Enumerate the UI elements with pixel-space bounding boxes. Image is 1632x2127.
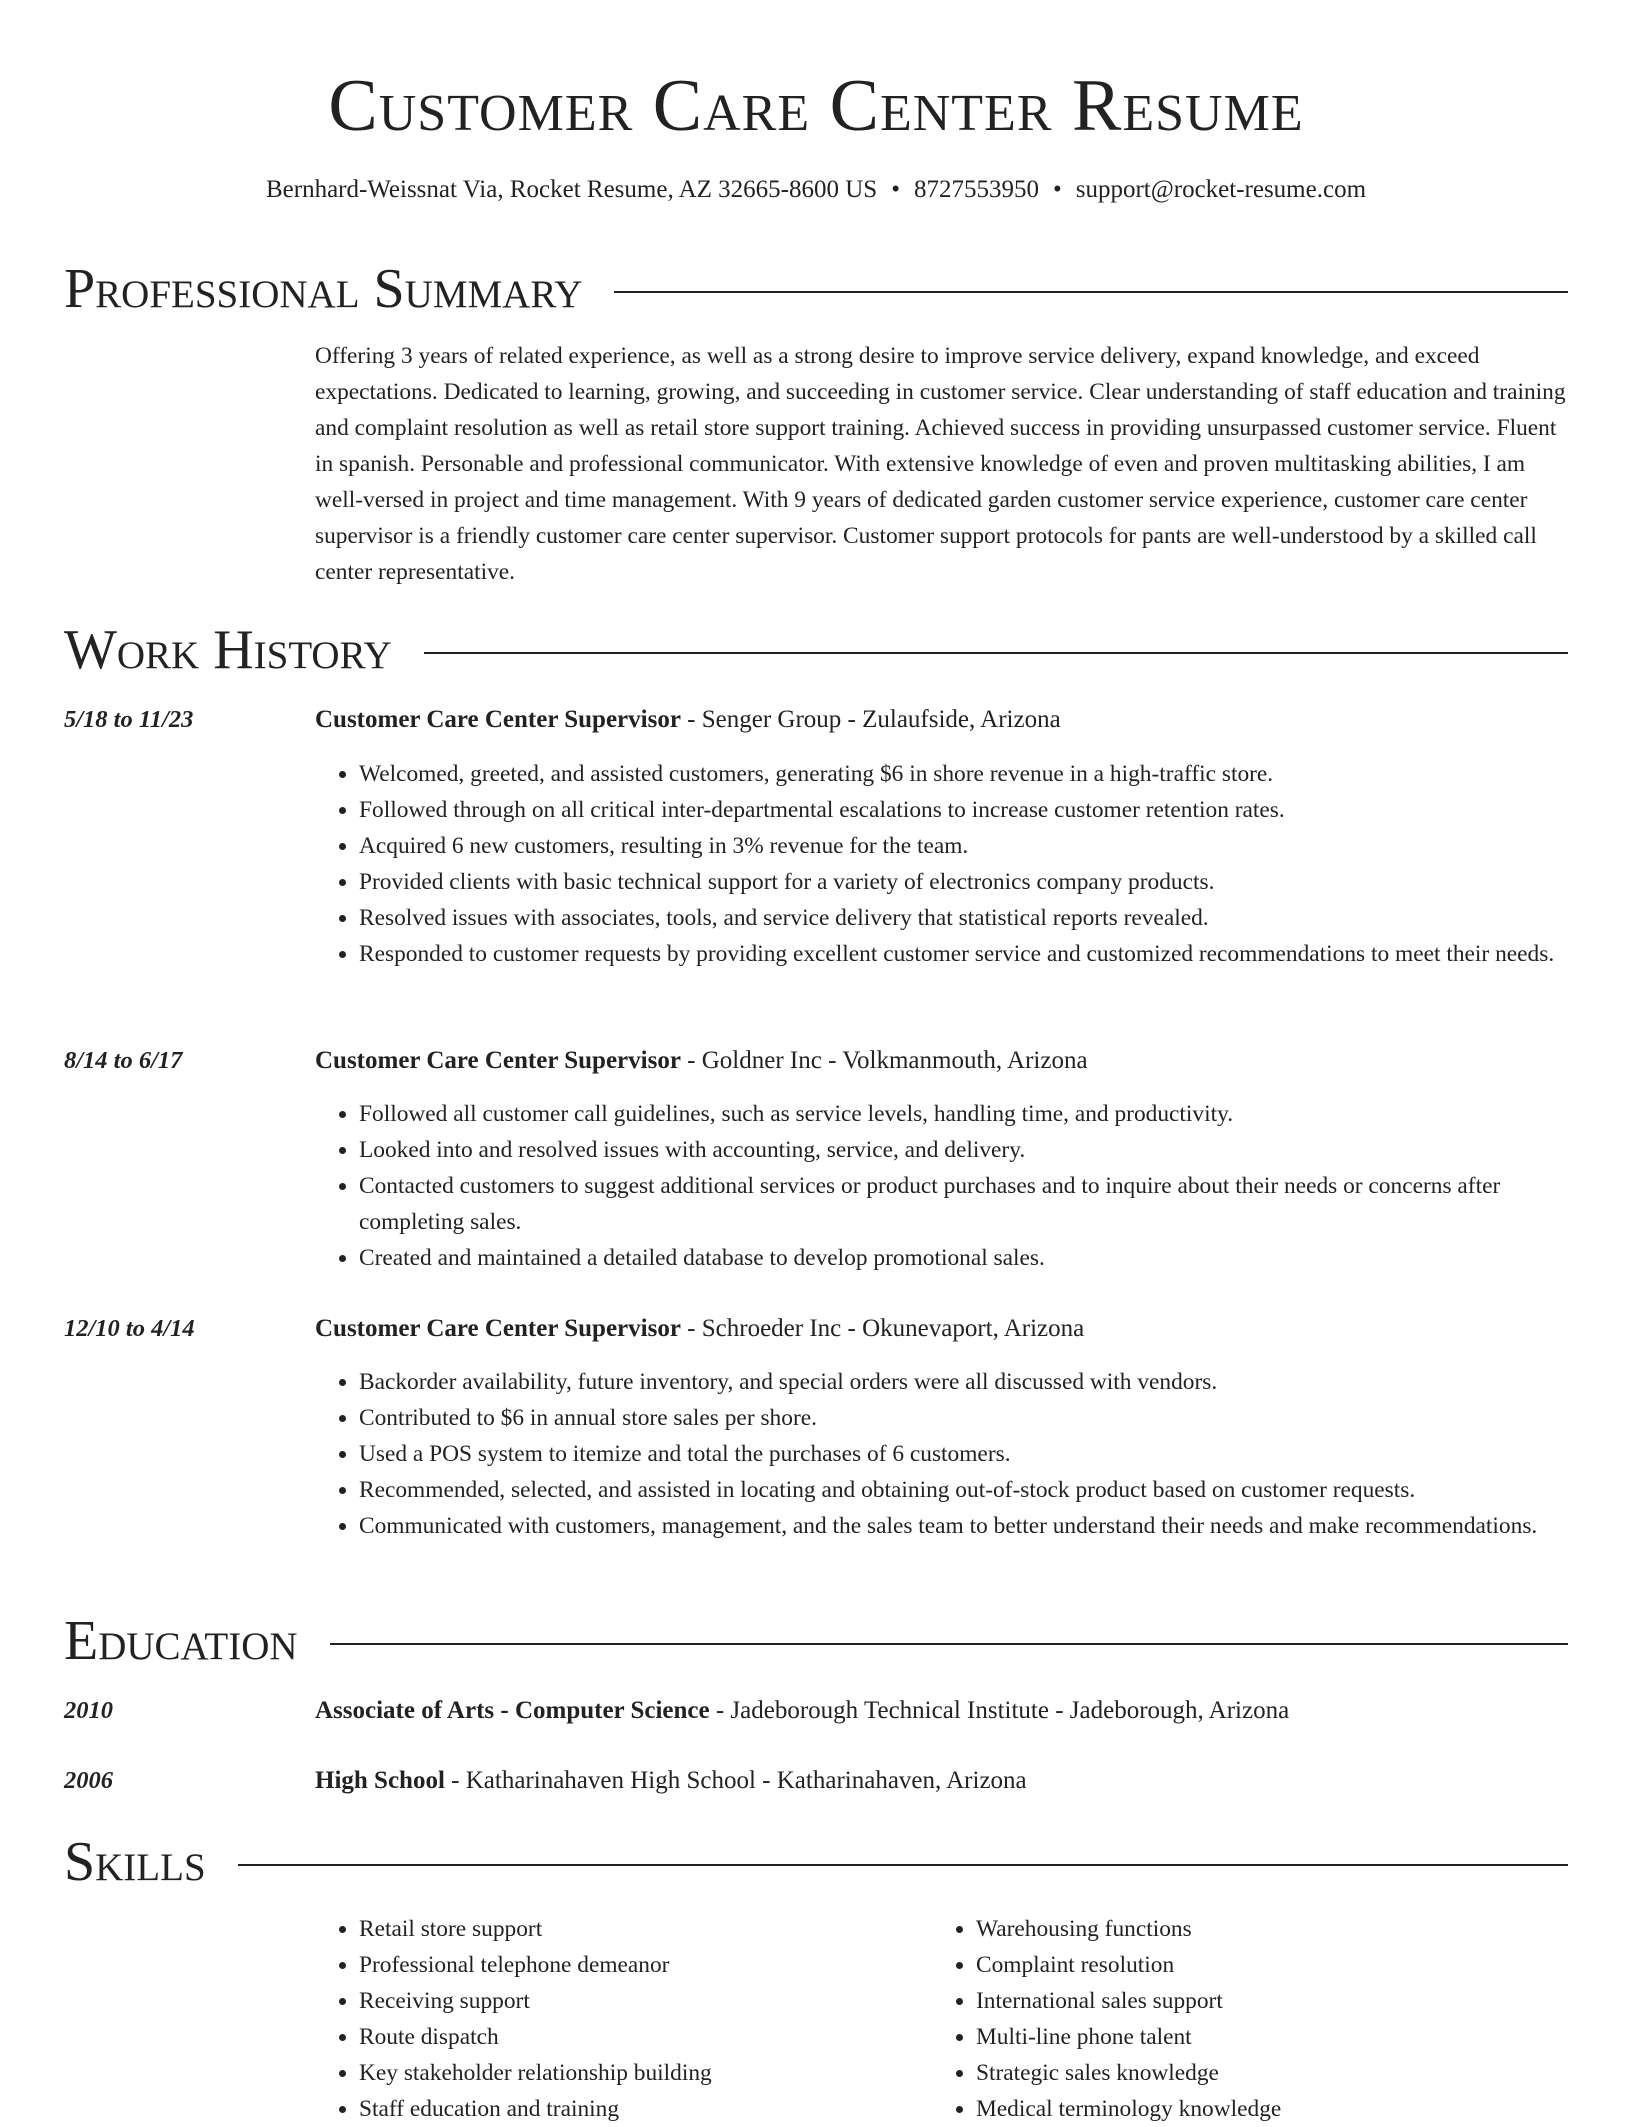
job-details: - Goldner Inc - Volkmanmouth, Arizona bbox=[680, 1047, 1088, 1074]
job-dates: 8/14 to 6/17 bbox=[64, 1047, 183, 1074]
skill-item: • Strategic sales knowledge bbox=[976, 2055, 1532, 2091]
job-details: - Schroeder Inc - Okunevaport, Arizona bbox=[680, 1315, 1085, 1342]
section-header-summary bbox=[64, 254, 1568, 324]
skill-item: • Medical terminology knowledge bbox=[976, 2091, 1532, 2127]
education-year: 2006 bbox=[64, 1767, 113, 1794]
contact-separator: • bbox=[891, 176, 900, 203]
education-year: 2010 bbox=[64, 1697, 113, 1724]
list-item: • Looked into and resolved issues with accounting, service, and delivery. bbox=[359, 1132, 1570, 1168]
section-header-education bbox=[64, 1606, 1568, 1676]
list-item: • Recommended, selected, and assisted in locating and obtaining out-of-stock product based on customer requests. bbox=[359, 1472, 1570, 1508]
job-bullets bbox=[315, 756, 1570, 972]
list-item: • Responded to customer requests by providing excellent customer service and customized recommendations to meet their needs. bbox=[359, 936, 1570, 972]
list-item: • Followed all customer call guidelines, such as service levels, handling time, and productivity. bbox=[359, 1096, 1570, 1132]
list-item: • Backorder availability, future inventory, and special orders were all discussed with vendors. bbox=[359, 1364, 1570, 1400]
contact-email: support@rocket-resume.com bbox=[1075, 176, 1367, 203]
list-item: • Contacted customers to suggest additional services or product purchases and to inquire about their needs or concerns after completing sales. bbox=[359, 1168, 1570, 1240]
section-divider bbox=[424, 652, 1568, 654]
education-details: - Jadeborough Technical Institute - Jadeborough, Arizona bbox=[709, 1697, 1290, 1724]
list-item: • Followed through on all critical inter-departmental escalations to increase customer retention rates. bbox=[359, 792, 1570, 828]
education-entry bbox=[315, 1693, 1570, 1729]
job-heading bbox=[315, 702, 1570, 738]
section-title: Skills bbox=[64, 1831, 206, 1893]
skill-item: • Receiving support bbox=[359, 1983, 915, 2019]
section-divider bbox=[614, 291, 1568, 293]
section-title: Education bbox=[64, 1610, 298, 1672]
job-dates: 5/18 to 11/23 bbox=[64, 706, 194, 733]
skill-item: • Warehousing functions bbox=[976, 1911, 1532, 1947]
job-title: Customer Care Center Supervisor bbox=[315, 706, 681, 733]
contact-phone: 8727553950 bbox=[913, 176, 1039, 203]
skill-item: • Complaint resolution bbox=[976, 1947, 1532, 1983]
list-item: • Used a POS system to itemize and total the purchases of 6 customers. bbox=[359, 1436, 1570, 1472]
skills-list-right bbox=[932, 1911, 1532, 2127]
job-details: - Senger Group - Zulaufside, Arizona bbox=[680, 706, 1061, 733]
education-details: - Katharinahaven High School - Katharinahaven, Arizona bbox=[444, 1767, 1027, 1794]
list-item: • Provided clients with basic technical support for a variety of electronics company products. bbox=[359, 864, 1570, 900]
list-item: • Contributed to $6 in annual store sales per shore. bbox=[359, 1400, 1570, 1436]
list-item: • Communicated with customers, management, and the sales team to better understand their needs and make recommendations. bbox=[359, 1508, 1570, 1544]
section-title: Work History bbox=[64, 619, 392, 681]
skill-item: • Professional telephone demeanor bbox=[359, 1947, 915, 1983]
job-bullets bbox=[315, 1096, 1570, 1276]
list-item: • Acquired 6 new customers, resulting in 3% revenue for the team. bbox=[359, 828, 1570, 864]
job-title: Customer Care Center Supervisor bbox=[315, 1315, 681, 1342]
contact-separator: • bbox=[1052, 176, 1062, 203]
skill-item: • Retail store support bbox=[359, 1911, 915, 1947]
skill-item: • Staff education and training bbox=[359, 2091, 915, 2127]
contact-line bbox=[0, 172, 1632, 208]
section-header-skills bbox=[64, 1827, 1568, 1897]
contact-address: Bernhard-Weissnat Via, Rocket Resume, AZ 32665-8600 US bbox=[265, 176, 878, 203]
section-divider bbox=[330, 1643, 1568, 1645]
list-item: • Welcomed, greeted, and assisted customers, generating $6 in shore revenue in a high-traffic store. bbox=[359, 756, 1570, 792]
skill-item: • Route dispatch bbox=[359, 2019, 915, 2055]
education-entry bbox=[315, 1763, 1570, 1799]
skill-item: • Key stakeholder relationship building bbox=[359, 2055, 915, 2091]
list-item: • Resolved issues with associates, tools, and service delivery that statistical reports revealed. bbox=[359, 900, 1570, 936]
job-heading bbox=[315, 1311, 1570, 1347]
skill-item: • Multi-line phone talent bbox=[976, 2019, 1532, 2055]
job-dates: 12/10 to 4/14 bbox=[64, 1315, 195, 1342]
section-header-work-history bbox=[64, 615, 1568, 685]
summary-text: Offering 3 years of related experience, as well as a strong desire to improve service delivery, expand knowledge, and exceed expectations. Dedicated to learning, growing, and succeeding in customer service. Clear understanding of staff education and training and complaint resolution as well as retail store support training. Achieved success in providing unsurpassed customer service. Fluent in spanish. Personable and professional communicator. With extensive knowledge of even and proven multitasking abilities, I am well-versed in project and time management. With 9 years of dedicated garden customer service experience, customer care center supervisor is a friendly customer care center supervisor. Customer support protocols for pants are well-understood by a skilled call center representative. bbox=[315, 343, 1566, 585]
resume-title: Customer Care Center Resume bbox=[328, 65, 1304, 147]
job-title: Customer Care Center Supervisor bbox=[315, 1047, 681, 1074]
section-divider bbox=[238, 1864, 1568, 1866]
skill-item: • International sales support bbox=[976, 1983, 1532, 2019]
job-bullets bbox=[315, 1364, 1570, 1544]
skills-list-left bbox=[315, 1911, 915, 2127]
education-degree: High School bbox=[315, 1767, 445, 1794]
education-degree: Associate of Arts - Computer Science bbox=[315, 1697, 710, 1724]
job-heading bbox=[315, 1043, 1570, 1079]
section-title: Professional Summary bbox=[64, 258, 583, 320]
list-item: • Created and maintained a detailed database to develop promotional sales. bbox=[359, 1240, 1570, 1276]
